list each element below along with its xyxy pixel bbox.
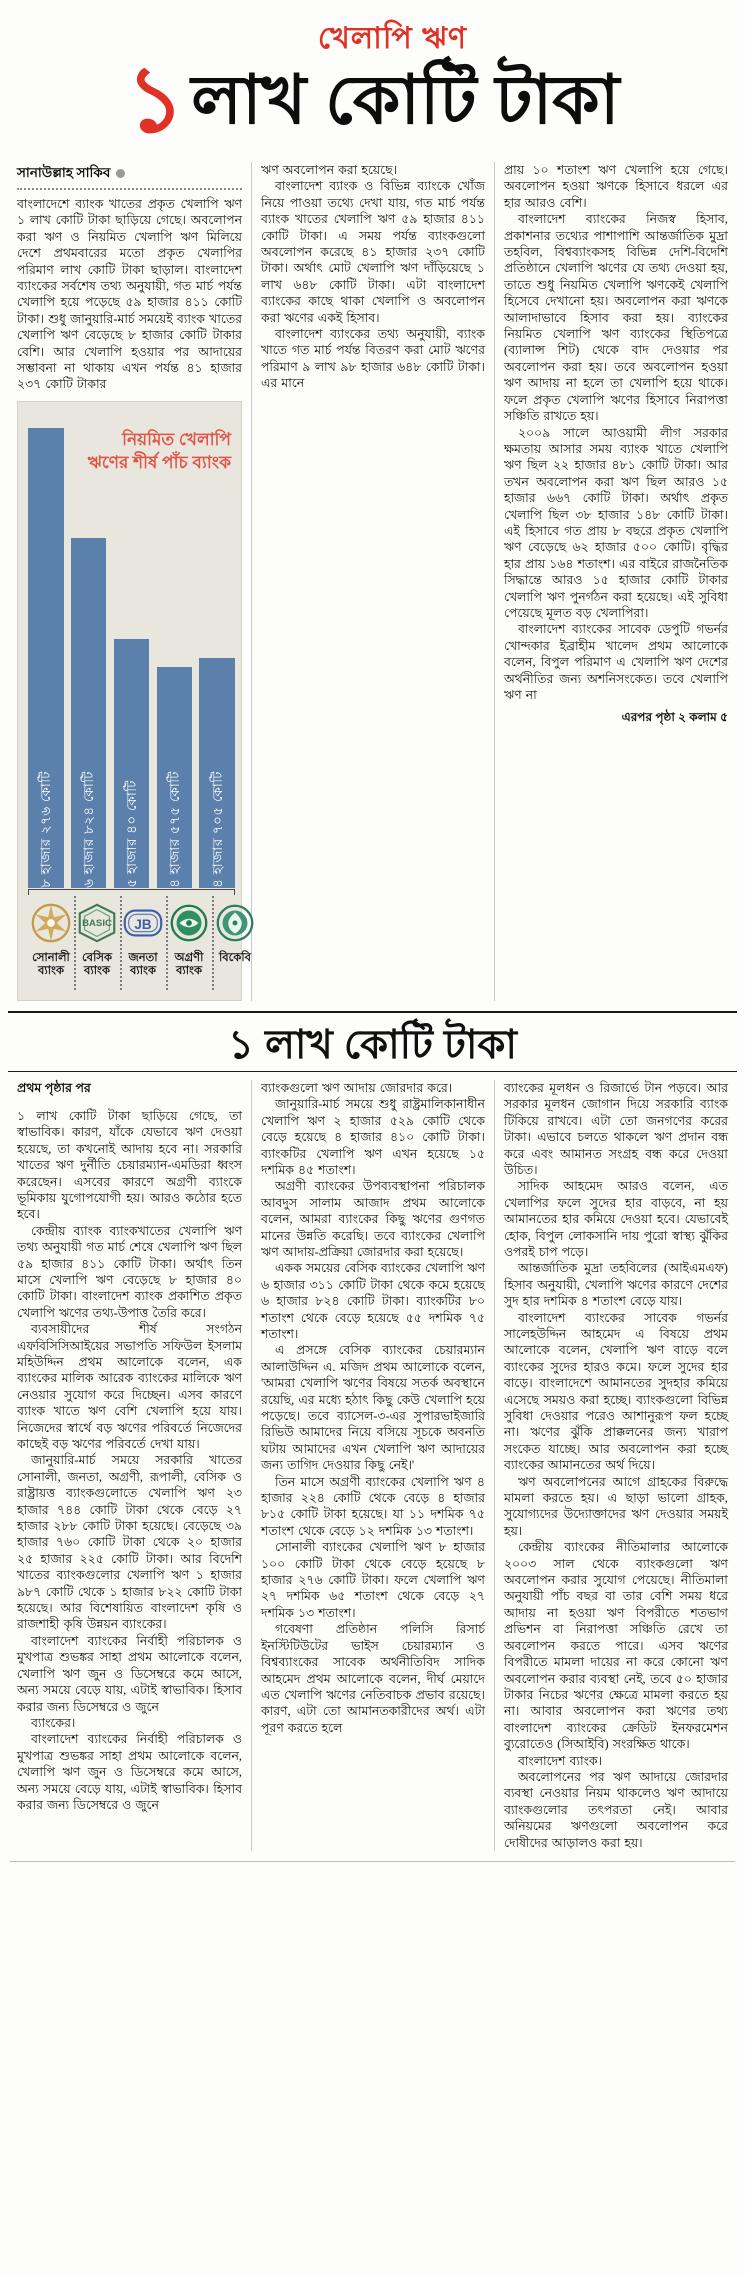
- paragraph: বাংলাদেশ ব্যাংকের নির্বাহী পরিচালক ও মুখপাত্র শুভঙ্কর সাহা প্রথম আলোকে বলেন, খেলাপি ঋণ জুন ও ডিসেম্বরে কমে আসে, অন্য সময়ে বেড়ে যায়, এটাই স্বাভাবিক। হিসাব করার জন্য ডিসেম্বরে ও জুনে: [17, 1732, 242, 1812]
- chart-x-axis: [28, 889, 235, 890]
- legend-item: [212, 894, 258, 994]
- bar-value-label: ৪ হাজার ৭০৫ কোটি: [209, 771, 225, 888]
- byline-bullet-icon: [116, 169, 125, 178]
- masthead: [0, 0, 745, 162]
- bar-value-label: ৫ হাজার ৪০ কোটি: [123, 780, 139, 888]
- paragraph: বাংলাদেশ ব্যাংকের তথ্য অনুযায়ী, ব্যাংক খাতে গত মার্চ পর্যন্ত বিতরণ করা মোট ঋণের পরিমাণ ৯ লাখ ৯৮ হাজার ৬৪৮ কোটি টাকা। এর মানে: [260, 327, 485, 391]
- jump-note: এরপর পৃষ্ঠা ২ কলাম ৫: [621, 710, 728, 725]
- paragraph: ব্যাংকের।: [31, 1715, 76, 1730]
- paragraph: জানুয়ারি-মার্চ সময়ে সরকারি খাতের সোনালী, জনতা, অগ্রণী, রূপালী, বেসিক ও রাষ্ট্রায়ত্ত ব্যাংকগুলোতে খেলাপি ঋণ ২৩ হাজার ৭৪৪ কোটি টাকা থেকে বেড়ে ২৭ হাজার ২৮৮ কোটি টাকা হয়েছে। বেড়েছে ৩৯ হাজার ৭৬০ কোটি টাকা থেকে ২০ হাজার ২৫ হাজার ২২৫ কোটি টাকা। আর বিদেশি খাতের ব্যাংকগুলোর খেলাপি ঋণ ১ হাজার ৯৮৭ কোটি থেকে ১ হাজার ৮২২ কোটি টাকা হয়েছে। আর বিশেষায়িত বাংলাদেশ কৃষি ও রাজশাহী কৃষি উন্নয়ন ব্যাংকের।: [17, 1453, 242, 1632]
- legend-label: অগ্রণী ব্যাংক: [174, 951, 204, 977]
- column-1: [8, 162, 251, 1001]
- legend-label: বিকেবি: [218, 951, 252, 964]
- paragraph: একক সময়ের বেসিক ব্যাংকের খেলাপি ঋণ ৬ হাজার ৩১১ কোটি টাকা থেকে কমে হয়েছে ৬ হাজার ৮২৪ কোটি টাকা। ব্যাংকটির ৮০ শতাংশ থেকে বেড়ে হয়েছে ৫৫ দশমিক ৭৫ শতাংশ।: [260, 1261, 485, 1341]
- bar: [71, 538, 107, 888]
- chart-title: নিয়মিত খেলাপি ঋণের শীর্ষ পাঁচ ব্যাংক: [87, 429, 231, 472]
- paragraph: অবলোপনের পর ঋণ আদায়ে জোরদার ব্যবস্থা নেওয়ার নিয়ম থাকলেও ঋণ আদায়ে ব্যাংকগুলোর তৎপরতা নেই। আবার অনিয়মের ঋণগুলো অবলোপন করে দোষীদের আড়ালও করা হয়।: [503, 1769, 728, 1850]
- byline-divider: [17, 188, 242, 190]
- page-bottom-rule: [10, 1861, 735, 1862]
- bar-group: [114, 428, 150, 888]
- legend-item: [120, 894, 166, 994]
- section-headline: ১ লাখ কোটি টাকা: [228, 1022, 517, 1067]
- paragraph: কেন্দ্রীয় ব্যাংক ব্যাংকখাতের খেলাপি ঋণ তথ্য অনুযায়ী গত মার্চ শেষে খেলাপি ঋণ ছিল ৫৯ হাজার ৪১১ কোটি টাকা। অর্থাৎ তিন মাসে খেলাপি ঋণ বেড়েছে ৮ হাজার ৪০ কোটি টাকা। বাংলাদেশ ব্যাংক প্রকাশিত প্রকৃত খেলাপি ঋণের তথ্য-উপাত্ত তৈরি করে।: [17, 1223, 242, 1320]
- bar-group: [71, 428, 107, 888]
- paragraph: বাংলাদেশে ব্যাংক খাতের প্রকৃত খেলাপি ঋণ ১ লাখ কোটি টাকা ছাড়িয়ে গেছে। অবলোপন করা ঋণ ও নিয়মিত খেলাপি ঋণ মিলিয়ে দেশে প্রথমবারের মতো প্রকৃত খেলাপির পরিমাণ লাখ কোটি টাকা ছাড়াল। বাংলাদেশ ব্যাংকের সর্বশেষ তথ্য অনুযায়ী, গত মার্চ পর্যন্ত খেলাপি হয়ে পড়েছে ৫৯ হাজার ৪১১ কোটি টাকা। শুধু জানুয়ারি-মার্চ সময়েই ব্যাংক খাতের খেলাপি ঋণ বেড়েছে ৮ হাজার কোটি টাকার বেশি। আর খেলাপি হওয়ার পর আদায়ের সম্ভাবনা না থাকায় এখন পর্যন্ত ৪১ হাজার ২৩৭ কোটি টাকার: [17, 197, 242, 392]
- paragraph: গবেষণা প্রতিষ্ঠান পলিসি রিসার্চ ইনস্টিটিউটের ভাইস চেয়ারম্যান ও বিশ্বব্যাংকের সাবেক অর্থনীতিবিদ সাদিক আহমেদ প্রথম আলোকে বলেন, দীর্ঘ মেয়াদে এত খেলাপি ঋণের নেতিবাচক প্রভাব রয়েছে। কারণ, এটা তো আমানতকারীদের অর্থ। এটা পূরণ করতে হলে: [260, 1622, 485, 1735]
- bar-group: [199, 428, 235, 888]
- bar: [28, 428, 64, 888]
- agrani-bank-logo-icon: [166, 900, 212, 946]
- paragraph: বাংলাদেশ ব্যাংকের নিজস্ব হিসাব, প্রকাশনার তথ্যের পাশাপাশি আন্তর্জাতিক মুদ্রা তহবিল, বিশ্বব্যাংকসহ বিভিন্ন দেশি-বিদেশি প্রতিষ্ঠানে খেলাপি ঋণের যে তথ্য দেওয়া হয়, তাতে শুধু নিয়মিত খেলাপি ঋণকেই খেলাপি হিসেবে দেখানো হয়। অবলোপন করা ঋণকে আলাদাভাবে হিসাব করা হয়। ব্যাংকের নিয়মিত খেলাপি ঋণ ব্যাংকের স্থিতিপত্রে (ব্যালান্স শিট) থেকে বাদ দেওয়ার পর অবলোপন করা হয়। তবে অবলোপন হওয়া ঋণ আদায় না হলে তা খেলাপি হয়ে থাকে। ফলে প্রকৃত খেলাপি ঋণের হিসাবে নিরাপত্তা সঞ্চিতি রাখতে হয়।: [503, 212, 728, 424]
- svg-text:JB: JB: [134, 916, 152, 932]
- paragraph: কেন্দ্রীয় ব্যাংকের নীতিমালার আলোকে ২০০৩ সাল থেকে ব্যাংকগুলো ঋণ অবলোপন করার সুযোগ পেয়েছে। নীতিমালা অনুযায়ী পাঁচ বছর বা তার বেশি সময় ধরে আদায় না হওয়া ঋণ বিপরীতে শতভাগ প্রভিশন বা নিরাপত্তা সঞ্চিতি রেখে তা অবলোপন করতে পারে। এসব ঋণের বিপরীতে মামলা দায়ের না করে কোনো ঋণ অবলোপন করার ব্যবস্থা নেই, তবে ৫০ হাজার টাকার নিচের ঋণের ক্ষেত্রে মামলা করতে হয় না। আবার অবলোপন করা ঋণের তথ্য বাংলাদেশ ব্যাংকের ক্রেডিট ইনফরমেশন ব্যুরোতেও (সিআইবি) সংরক্ষিত থাকে।: [503, 1540, 728, 1752]
- legend-label: সোনালী ব্যাংক: [32, 951, 70, 977]
- section-divider-top: [8, 1011, 737, 1013]
- cont-column-1: [8, 1080, 251, 1851]
- continuation-columns: [0, 1080, 745, 1851]
- paragraph: এ প্রসঙ্গে বেসিক ব্যাংকের চেয়ারম্যান আলাউদ্দিন এ. মজিদ প্রথম আলোকে বলেন, 'আমরা খেলাপি ঋণের বিষয়ে সতর্ক অবস্থানে রয়েছি, এর মধ্যে হঠাৎ কিছু কেউ খেলাপি হয়ে পড়েছে। তবে ব্যাসেল-৩-এর সুপারভাইজারি রিভিউ আমাদের নিয়ে বসিয়ে সূচকে অবনতি ঘটায় আমাদের এখন খেলাপি ঋণ আদায়ের জন্য তাগিদ দেওয়ার কিছু নেই।': [260, 1343, 485, 1473]
- main-columns: [0, 162, 745, 1001]
- section-divider-bottom: [8, 1071, 737, 1072]
- paragraph: সাদিক আহমেদ আরও বলেন, এত খেলাপির ফলে সুদের হার বাড়বে, না হয় আমানতের হার কমিয়ে দেওয়া হবে। যেভাবেই হোক, বিপুল লোকসানি দায় পুরো স্বাস্থ্য ঝুঁকির ওপরই চাপ পড়ে।: [503, 1179, 728, 1259]
- basic-bank-logo-icon: [74, 900, 120, 946]
- headline-rest: লাখ কোটি টাকা: [191, 62, 620, 138]
- chart-legend: [28, 894, 252, 994]
- legend-item: [28, 894, 74, 994]
- paragraph: ব্যাংকের মূলধন ও রিজার্ভে টান পড়বে। আর সরকার মূলধন জোগান দিয়ে সরকারি ব্যাংক টিকিয়ে রাখবে। এটা তো জনগণের করের টাকা। এভাবে চলতে থাকলে ঋণ প্রদান বন্ধ করে এবং আমানত সংগ্রহ বন্ধ করে দেওয়া উচিত।: [503, 1080, 728, 1177]
- bar-group: [28, 428, 64, 888]
- bar-value-label: ৮ হাজার ২৭৬ কোটি: [38, 771, 54, 888]
- byline: [17, 162, 242, 185]
- svg-text:BASIC: BASIC: [82, 917, 112, 929]
- cont-column-2: [251, 1080, 494, 1851]
- paragraph: অগ্রণী ব্যাংকের উপব্যবস্থাপনা পরিচালক আবদুস সালাম আজাদ প্রথম আলোকে বলেন, আমরা ব্যাংকের কিছু ঋণের গুণগত মানের উন্নতি করেছি। তবে ব্যাংকের খেলাপি ঋণ আদায়-প্রক্রিয়া জোরদার করা হয়েছে।: [260, 1179, 485, 1259]
- paragraph: ঋণ অবলোপনের আগে গ্রাহকের বিরুদ্ধে মামলা করতে হয়। এ ছাড়া ভালো গ্রাহক, সুযোগ্যদের উদ্যোক্তাদের ঋণ দেওয়ার সময়ই হয়।: [503, 1474, 728, 1538]
- paragraph: ১ লাখ কোটি টাকা ছাড়িয়ে গেছে, তা স্বাভাবিক। কারণ, যাঁকে যেভাবে ঋণ দেওয়া হয়েছে, তা কখনোই আদায় হবে না। সরকারি খাতের ঋণ দুর্নীতি চেয়ারম্যান-এমডিরা ধ্বংস করেছেন। এসবের কারণে অগ্রণী ব্যাংকে ভূমিকায় যুগোপযোগী হয়। আরও কঠোর হতে হবে।: [17, 1108, 242, 1222]
- paragraph: ব্যাংকগুলো ঋণ আদায় জোরদার করে।: [260, 1080, 453, 1095]
- paragraph: আন্তর্জাতিক মুদ্রা তহবিলের (আইএমএফ) হিসাব অনুযায়ী, খেলাপি ঋণের কারণে দেশের সুদ হার দশমিক ৪ শতাংশ বেড়ে যায়।: [503, 1261, 728, 1309]
- kicker-headline: খেলাপি ঋণ: [317, 22, 468, 55]
- headline-number: ১: [125, 49, 186, 151]
- legend-item: [166, 894, 212, 994]
- column-3: [494, 162, 737, 1001]
- paragraph: ব্যবসায়ীদের শীর্ষ সংগঠন এফবিসিসিআইয়ের সভাপতি সফিউল ইসলাম মহিউদ্দিন প্রথম আলোকে বলেন, এক ব্যাংকের মালিক আরেক ব্যাংকের মালিকে ঋণ নেওয়ার সুযোগ করে দিচ্ছেন। এসব কারণে ব্যাংক খাতে ঋণ বেশি খেলাপি হয়ে যায়। নিজেদের স্বার্থে বড় ঋণের পরিবর্তে নিজেদের কাছেই বড় ঋণের পরিবর্তে দেখা যায়।: [17, 1322, 242, 1451]
- paragraph: বাংলাদেশ ব্যাংকের সাবেক ডেপুটি গভর্নর খোন্দকার ইব্রাহীম খালেদ প্রথম আলোকে বলেন, বিপুল পরিমাণ এ খেলাপি ঋণ দেশের অর্থনীতির জন্য অশনিসংকেত। তবে খেলাপি ঋণ না: [503, 622, 728, 702]
- column-2: [251, 162, 494, 1001]
- paragraph: ২০০৯ সালে আওয়ামী লীগ সরকার ক্ষমতায় আসার সময় ব্যাংক খাতে খেলাপি ঋণ ছিল ২২ হাজার ৪৮১ কোটি টাকা। আর তখন অবলোপন করা ঋণ ছিল আরও ১৫ হাজার ৬৬৭ কোটি টাকা। অর্থাৎ প্রকৃত খেলাপি ছিল ৩৮ হাজার ১৪৮ কোটি টাকা। এই হিসাবে গত প্রায় ৮ বছরে প্রকৃত খেলাপি ঋণ বেড়েছে ৬২ হাজার ৫০০ কোটি। বৃদ্ধির হার প্রায় ১৬৪ শতাংশ। এর বাইরে রাজনৈতিক সিদ্ধান্তে আরও ১৫ হাজার কোটি টাকার খেলাপি ঋণ পুনর্গঠন করা হয়েছে। এই সুবিধা পেয়েছে মূলত বড় খেলাপিরা।: [503, 425, 728, 620]
- bar-value-label: ৪ হাজার ৫৭৫ কোটি: [166, 771, 182, 888]
- paragraph: ঋণ অবলোপন করা হয়েছে।: [260, 163, 398, 177]
- chart-top-five-banks: [17, 401, 252, 1001]
- continued-from-label: প্রথম পৃষ্ঠার পর: [17, 1080, 91, 1095]
- paragraph: জানুয়ারি-মার্চ সময়ে শুধু রাষ্ট্রমালিকানাধীন খেলাপি ঋণ ২ হাজার ৫২৯ কোটি থেকে বেড়ে হয়েছে ৪ হাজার ৪১০ কোটি টাকা। ব্যাংকটির খেলাপি ঋণ এখন হয়েছে ১৫ দশমিক ৪৫ শতাংশ।: [260, 1097, 485, 1177]
- bar: [199, 658, 235, 888]
- paragraph: তিন মাসে অগ্রণী ব্যাংকের খেলাপি ঋণ ৪ হাজার ২২৪ কোটি থেকে বেড়ে ৪ হাজার ৮১৫ কোটি টাকা হয়েছে। যা ১১ দশমিক ৭৫ শতাংশ থেকে বেড়ে ১২ দশমিক ১৩ শতাংশ।: [260, 1474, 485, 1538]
- paragraph: সোনালী ব্যাংকের খেলাপি ঋণ ৮ হাজার ১০০ কোটি টাকা থেকে বেড়ে হয়েছে ৮ হাজার ২৭৬ কোটি টাকা। ফলে খেলাপি ঋণ ২৭ দশমিক ৬৫ শতাংশ থেকে বেড়ে ২৭ দশমিক ১৩ শতাংশ।: [260, 1540, 485, 1620]
- paragraph: বাংলাদেশ ব্যাংক ও বিভিন্ন ব্যাংকে খোঁজ নিয়ে পাওয়া তথ্যে দেখা যায়, গত মার্চ পর্যন্ত ব্যাংক খাতের খেলাপি ঋণ ৫৯ হাজার ৪১১ কোটি টাকা। এ সময় পর্যন্ত ব্যাংকগুলো অবলোপন করেছে ৪১ হাজার ২৩৭ কোটি টাকা। অর্থাৎ মোট খেলাপি ঋণ দাঁড়িয়েছে ১ লাখ ৬৪৮ কোটি টাকা। এটা বাংলাদেশ ব্যাংকের কাছে থাকা খেলাপি ও অবলোপন করা ঋণের একই হিসাব।: [260, 179, 485, 325]
- bar: [114, 639, 150, 887]
- bar-group: [157, 428, 193, 888]
- paragraph: বাংলাদেশ ব্যাংক।: [517, 1753, 603, 1768]
- byline-author: সানাউল্লাহ সাকিব: [17, 165, 111, 180]
- chart-plot-area: [28, 428, 235, 888]
- bkb-bank-logo-icon: [212, 900, 258, 946]
- sonali-bank-logo-icon: [28, 900, 74, 946]
- legend-item: [74, 894, 120, 994]
- janata-bank-logo-icon: [120, 900, 166, 946]
- bar-value-label: ৬ হাজার ৮২৪ কোটি: [81, 771, 97, 888]
- bar: [157, 667, 193, 888]
- paragraph: বাংলাদেশ ব্যাংকের সাবেক গভর্নর সালেহউদ্দিন আহমেদ এ বিষয়ে প্রথম আলোকে বলেন, খেলাপি ঋণ বাড়ে বলে ব্যাংকের সুদের হারও কমে। ফলে সুদের হার বাড়ে। বাংলাদেশে আমানতের সুদহার কমিয়ে এসেছে সময়ও করা হচ্ছে। ব্যাংকগুলো বিভিন্ন সুবিধা দেওয়ার পরেও আশানুরূপ ফল হচ্ছে না। ঋণের ঝুঁকি প্রাক্কলনের জন্য খারাপ সংকেত যাচ্ছে। আর অবলোপন করা হচ্ছে ব্যাংকের আমানতের অর্থ দিয়ে।: [503, 1310, 728, 1473]
- legend-label: বেসিক ব্যাংক: [82, 951, 112, 977]
- legend-label: জনতা ব্যাংক: [128, 951, 158, 977]
- paragraph: প্রায় ১০ শতাংশ ঋণ খেলাপি হয়ে গেছে। অবলোপন হওয়া ঋণকে হিসাবে ধরলে এর হার আরও বেশি।: [503, 163, 728, 210]
- main-headline: [0, 44, 745, 151]
- paragraph: বাংলাদেশ ব্যাংকের নির্বাহী পরিচালক ও মুখপাত্র শুভঙ্কর সাহা প্রথম আলোকে বলেন, খেলাপি ঋণ জুন ও ডিসেম্বরে কমে আসে, অন্য সময়ে বেড়ে যায়, এটাই স্বাভাবিক। হিসাব করার জন্য ডিসেম্বরে ও জুনে: [17, 1633, 242, 1714]
- cont-column-3: [494, 1080, 737, 1851]
